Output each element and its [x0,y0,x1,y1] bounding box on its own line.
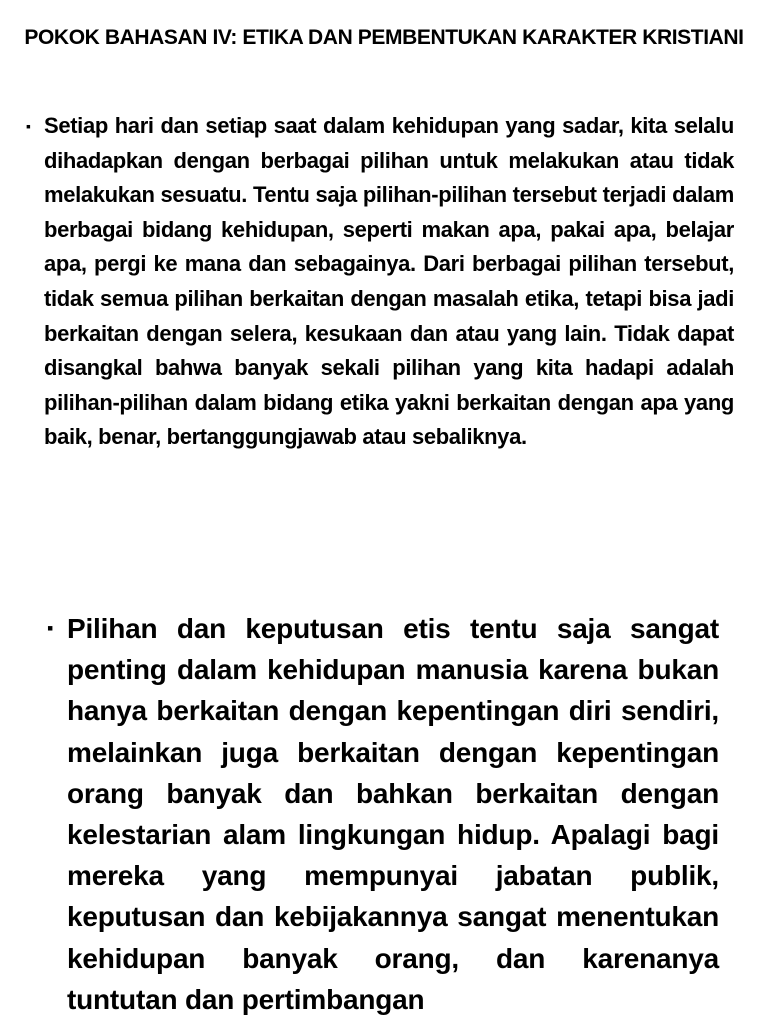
bullet-paragraph-1 [26,109,734,455]
paragraph-2-text: Pilihan dan keputusan etis tentu saja sangat penting dalam kehidupan manusia karena bukan hanya berkaitan dengan kepentingan diri sendiri, melainkan juga berkaitan dengan kepentingan orang banyak dan bahkan berkaitan dengan kelestarian alam lingkungan hidup. Apalagi bagi mereka yang mempunyai jabatan publik, keputusan dan kebijakannya sangat menentukan kehidupan banyak orang, dan karenanya tuntutan dan pertimbangan [67,613,719,1015]
paragraph-1-text: Setiap hari dan setiap saat dalam kehidupan yang sadar, kita selalu dihadapkan dengan berbagai pilihan untuk melakukan atau tidak melakukan sesuatu. Tentu saja pilihan-pilihan tersebut terjadi dalam berbagai bidang kehidupan, seperti makan apa, pakai apa, belajar apa, pergi ke mana dan sebagainya. Dari berbagai pilihan tersebut, tidak semua pilihan berkaitan dengan masalah etika, tetapi bisa jadi berkaitan dengan selera, kesukaan dan atau yang lain. Tidak dapat disangkal bahwa banyak sekali pilihan yang kita hadapi adalah pilihan-pilihan dalam bidang etika yakni berkaitan dengan apa yang baik, benar, bertanggungjawab atau sebaliknya. [44,113,734,450]
square-bullet-icon: ▪ [26,118,31,134]
bullet-paragraph-2 [47,608,719,1020]
slide-title: POKOK BAHASAN IV: ETIKA DAN PEMBENTUKAN KARAKTER KRISTIANI [24,26,744,49]
square-bullet-icon: ▪ [47,618,54,638]
